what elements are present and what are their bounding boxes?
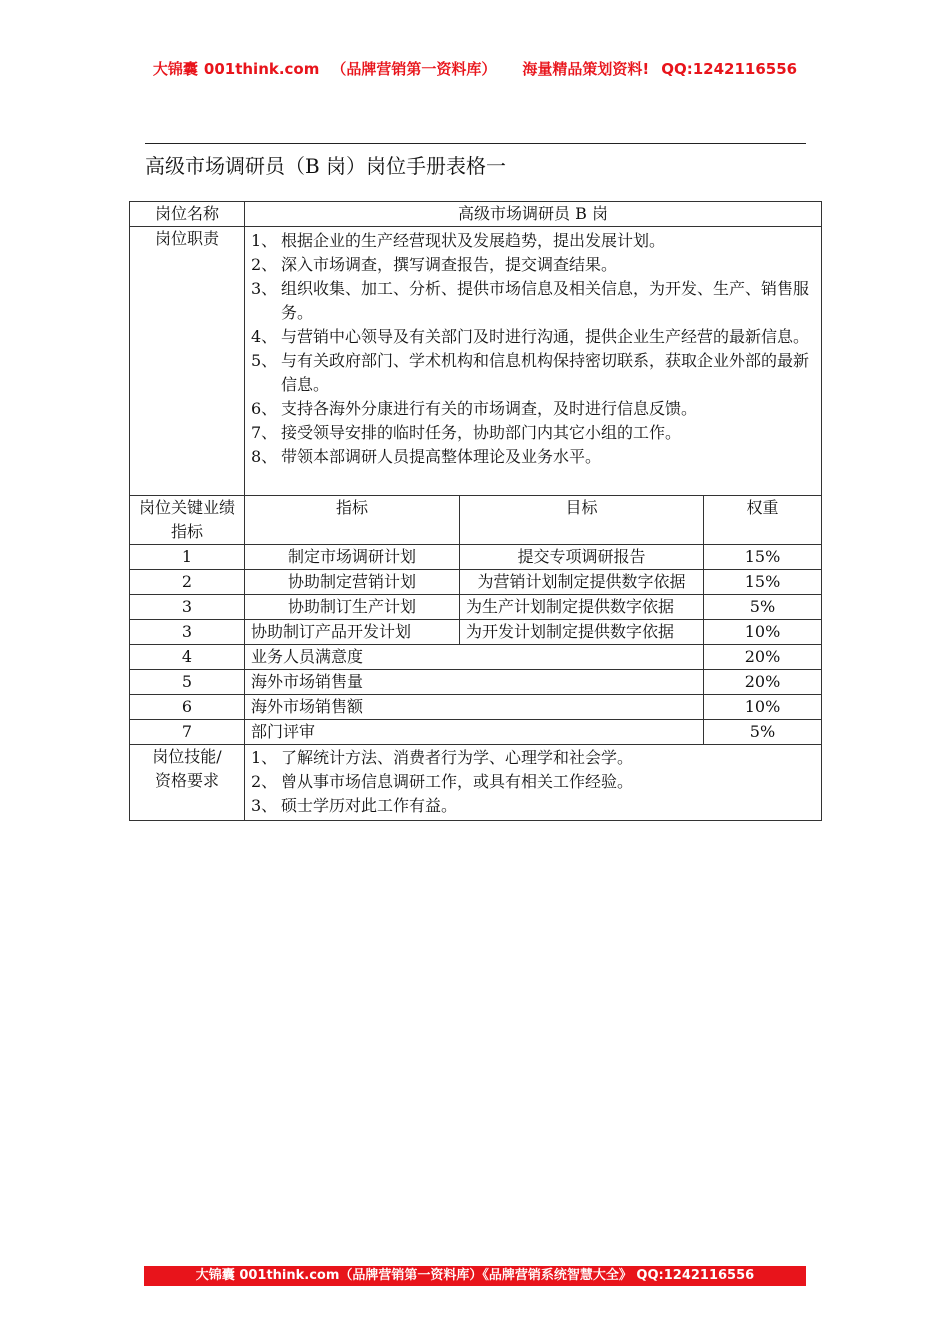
- header-brand: 大锦囊: [152, 60, 198, 78]
- header-banner: [0, 58, 950, 79]
- footer-banner: 大锦囊 001think.com（品牌营销第一资料库）《品牌营销系统智慧大全》 QQ:1242116556: [144, 1266, 806, 1286]
- kpi-no: 6: [130, 695, 245, 720]
- duty-item: [251, 229, 815, 253]
- kpi-no: 7: [130, 720, 245, 745]
- duty-item-number: 2、: [251, 255, 278, 274]
- duty-item-number: 1、: [251, 231, 278, 250]
- header-qq: QQ:1242116556: [661, 60, 798, 78]
- skill-item: [251, 770, 815, 794]
- kpi-indicator: 部门评审: [245, 720, 704, 745]
- post-name-label: 岗位名称: [130, 202, 245, 227]
- kpi-row: [130, 695, 822, 720]
- duty-item-text: 根据企业的生产经营现状及发展趋势，提出发展计划。: [281, 231, 666, 250]
- document-title: 高级市场调研员（B 岗）岗位手册表格一: [145, 154, 507, 178]
- duty-item-number: 6、: [251, 399, 278, 418]
- kpi-weight: 10%: [704, 695, 822, 720]
- kpi-indicator: 业务人员满意度: [245, 645, 704, 670]
- duty-item: [251, 445, 815, 469]
- duty-item: [251, 397, 815, 421]
- skill-item-number: 1、: [251, 748, 278, 767]
- title-divider: [145, 143, 806, 144]
- kpi-weight: 15%: [704, 570, 822, 595]
- kpi-weight: 20%: [704, 670, 822, 695]
- duty-item-number: 8、: [251, 447, 278, 466]
- duties-label: 岗位职责: [130, 227, 245, 496]
- duty-item-number: 5、: [251, 351, 278, 370]
- skills-row: [130, 745, 822, 821]
- kpi-target: 为营销计划制定提供数字依据: [460, 570, 704, 595]
- duty-item: [251, 349, 815, 397]
- duty-item-text: 组织收集、加工、分析、提供市场信息及相关信息，为开发、生产、销售服务。: [281, 279, 810, 322]
- duty-item-number: 3、: [251, 279, 278, 298]
- kpi-indicator: 协助制订生产计划: [245, 595, 460, 620]
- duty-item-text: 接受领导安排的临时任务，协助部门内其它小组的工作。: [281, 423, 682, 442]
- kpi-target: 提交专项调研报告: [460, 545, 704, 570]
- skill-item-text: 曾从事市场信息调研工作，或具有相关工作经验。: [281, 772, 634, 791]
- kpi-header-target: 目标: [460, 496, 704, 545]
- duty-item: [251, 421, 815, 445]
- kpi-row: [130, 545, 822, 570]
- kpi-target: 为生产计划制定提供数字依据: [460, 595, 704, 620]
- kpi-weight: 5%: [704, 720, 822, 745]
- skill-item-number: 3、: [251, 796, 278, 815]
- duty-item-number: 7、: [251, 423, 278, 442]
- kpi-no: 3: [130, 620, 245, 645]
- kpi-no: 4: [130, 645, 245, 670]
- kpi-row: [130, 620, 822, 645]
- header-promo: 海量精品策划资料!: [522, 60, 650, 78]
- header-site: 001think.com: [203, 60, 320, 78]
- kpi-weight: 10%: [704, 620, 822, 645]
- kpi-weight: 15%: [704, 545, 822, 570]
- kpi-target: 为开发计划制定提供数字依据: [460, 620, 704, 645]
- skill-item-text: 了解统计方法、消费者行为学、心理学和社会学。: [281, 748, 634, 767]
- duty-item-text: 深入市场调查，撰写调查报告，提交调查结果。: [281, 255, 618, 274]
- kpi-indicator: 海外市场销售量: [245, 670, 704, 695]
- kpi-header-weight: 权重: [704, 496, 822, 545]
- duty-item-text: 支持各海外分康进行有关的市场调查，及时进行信息反馈。: [281, 399, 698, 418]
- duty-item: [251, 325, 815, 349]
- duty-item-number: 4、: [251, 327, 278, 346]
- skill-item: [251, 746, 815, 770]
- kpi-weight: 20%: [704, 645, 822, 670]
- kpi-header-indicator: 指标: [245, 496, 460, 545]
- kpi-row: [130, 670, 822, 695]
- duty-item: [251, 253, 815, 277]
- kpi-no: 5: [130, 670, 245, 695]
- duty-item: [251, 277, 815, 325]
- kpi-indicator: 制定市场调研计划: [245, 545, 460, 570]
- duty-item-text: 与有关政府部门、学术机构和信息机构保持密切联系，获取企业外部的最新信息。: [281, 351, 810, 394]
- kpi-indicator: 协助制订产品开发计划: [245, 620, 460, 645]
- skill-item: [251, 794, 815, 818]
- post-name-value: 高级市场调研员 B 岗: [245, 202, 822, 227]
- kpi-row: [130, 720, 822, 745]
- duties-row: [130, 227, 822, 496]
- duty-item-text: 带领本部调研人员提高整体理论及业务水平。: [281, 447, 602, 466]
- skills-list: [245, 745, 822, 821]
- skills-label: [130, 745, 245, 821]
- skills-label-line1: 岗位技能/: [152, 747, 222, 766]
- header-tagline: （品牌营销第一资料库）: [331, 60, 497, 78]
- kpi-row: [130, 595, 822, 620]
- kpi-no: 2: [130, 570, 245, 595]
- kpi-header-row: [130, 496, 822, 545]
- skill-item-number: 2、: [251, 772, 278, 791]
- post-name-row: [130, 202, 822, 227]
- skill-item-text: 硕士学历对此工作有益。: [281, 796, 458, 815]
- skills-label-line2: 资格要求: [154, 771, 219, 790]
- kpi-indicator: 海外市场销售额: [245, 695, 704, 720]
- kpi-indicator: 协助制定营销计划: [245, 570, 460, 595]
- job-manual-table: [129, 201, 822, 821]
- kpi-row: [130, 645, 822, 670]
- duty-item-text: 与营销中心领导及有关部门及时进行沟通，提供企业生产经营的最新信息。: [281, 327, 810, 346]
- kpi-label: 岗位关键业绩指标: [130, 496, 245, 545]
- duties-list: [245, 227, 822, 496]
- kpi-row: [130, 570, 822, 595]
- kpi-weight: 5%: [704, 595, 822, 620]
- kpi-no: 3: [130, 595, 245, 620]
- kpi-no: 1: [130, 545, 245, 570]
